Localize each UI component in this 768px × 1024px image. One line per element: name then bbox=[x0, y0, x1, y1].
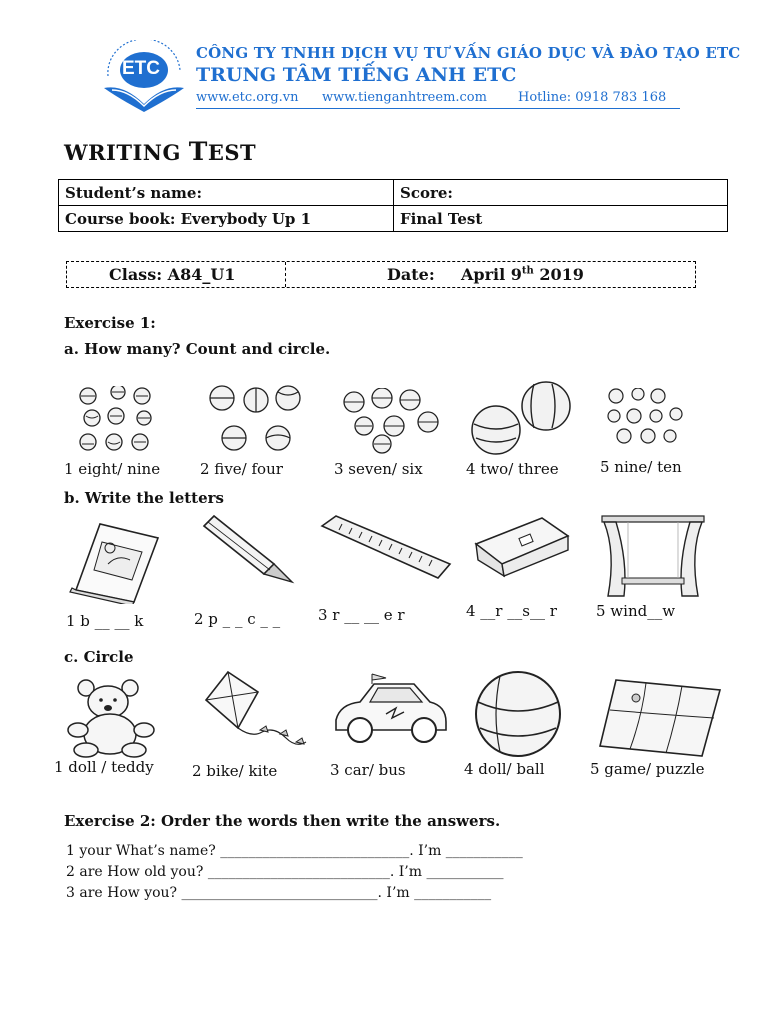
exercise2-line-1[interactable]: 1 your What’s name? ___________________________. I’m ___________ bbox=[66, 843, 523, 859]
ball-icon bbox=[266, 426, 290, 450]
part-a-item-4[interactable]: 4 two/ three bbox=[466, 460, 559, 478]
exercise2-heading: Exercise 2: Order the words then write the answers. bbox=[64, 812, 501, 830]
ball-icon bbox=[472, 406, 520, 454]
balls-picture-5 bbox=[606, 388, 686, 446]
balls-picture-2 bbox=[208, 384, 302, 456]
part-b-item-4[interactable]: 4 __r __s__ r bbox=[466, 602, 557, 620]
company-line: CÔNG TY TNHH DỊCH VỤ TƯ VẤN GIÁO DỤC VÀ ĐÀO TẠO ETC bbox=[196, 44, 741, 62]
title-part1: WRITING bbox=[64, 140, 189, 165]
balls-picture-4 bbox=[470, 378, 574, 458]
date-label: Date: bbox=[387, 265, 435, 284]
exercise1-heading: Exercise 1: bbox=[64, 314, 156, 332]
ball-icon bbox=[627, 409, 641, 423]
book-picture bbox=[68, 518, 164, 604]
part-a-heading: a. How many? Count and circle. bbox=[64, 340, 331, 358]
date-value bbox=[461, 265, 584, 284]
test-name-cell: Final Test bbox=[394, 206, 728, 232]
ball-picture bbox=[470, 668, 570, 758]
teddy-picture bbox=[64, 678, 158, 758]
part-a-item-3[interactable]: 3 seven/ six bbox=[334, 460, 423, 478]
title-part2: T bbox=[188, 137, 208, 166]
part-c-item-2[interactable]: 2 bike/ kite bbox=[192, 762, 278, 780]
course-book-cell: Course book: Everybody Up 1 bbox=[59, 206, 394, 232]
ball-icon bbox=[80, 434, 96, 450]
logo-text: ETC bbox=[122, 58, 160, 79]
hotline: Hotline: 0918 783 168 bbox=[518, 90, 667, 105]
pencil-picture bbox=[196, 512, 296, 584]
ball-icon bbox=[651, 389, 665, 403]
website-2[interactable]: www.tienganhtreem.com bbox=[322, 90, 487, 105]
kite-picture bbox=[200, 668, 310, 758]
part-b-item-5[interactable]: 5 wind__w bbox=[596, 602, 676, 620]
part-b-heading: b. Write the letters bbox=[64, 489, 224, 507]
title-part3: EST bbox=[207, 140, 257, 165]
window-picture bbox=[598, 512, 708, 598]
part-c-item-1[interactable]: 1 doll / teddy bbox=[54, 758, 154, 776]
ball-icon bbox=[617, 429, 631, 443]
class-label: Class: A84_U1 bbox=[109, 265, 236, 284]
ball-icon bbox=[670, 408, 682, 420]
etc-logo bbox=[100, 40, 188, 114]
info-table bbox=[58, 179, 728, 232]
ball-icon bbox=[641, 429, 655, 443]
balls-picture-3 bbox=[342, 388, 442, 454]
exercise2-line-3[interactable]: 3 are How you? ____________________________. I’m ___________ bbox=[66, 885, 492, 901]
student-name-cell[interactable]: Student’s name: bbox=[59, 180, 394, 206]
website-1[interactable]: www.etc.org.vn bbox=[196, 90, 299, 105]
ball-icon bbox=[608, 410, 620, 422]
part-a-item-5[interactable]: 5 nine/ ten bbox=[600, 458, 682, 476]
ball-icon bbox=[522, 382, 570, 430]
part-b-item-1[interactable]: 1 b __ __ k bbox=[66, 612, 144, 630]
car-picture bbox=[330, 670, 450, 750]
class-date-divider bbox=[285, 262, 286, 287]
exercise2-line-2[interactable]: 2 are How old you? __________________________. I’m ___________ bbox=[66, 864, 504, 880]
part-a-item-2[interactable]: 2 five/ four bbox=[200, 460, 283, 478]
ball-icon bbox=[650, 410, 662, 422]
part-a-item-1[interactable]: 1 eight/ nine bbox=[64, 460, 161, 478]
center-line: TRUNG TÂM TIẾNG ANH ETC bbox=[196, 64, 517, 86]
date-month: April 9 bbox=[461, 265, 522, 284]
part-c-heading: c. Circle bbox=[64, 648, 134, 666]
part-c-item-3[interactable]: 3 car/ bus bbox=[330, 761, 406, 779]
ball-icon bbox=[276, 386, 300, 410]
part-b-item-3[interactable]: 3 r __ __ e r bbox=[318, 606, 405, 624]
puzzle-picture bbox=[596, 676, 724, 758]
score-cell[interactable]: Score: bbox=[394, 180, 728, 206]
part-c-item-5[interactable]: 5 game/ puzzle bbox=[590, 760, 705, 778]
header-underline bbox=[196, 108, 680, 109]
ball-icon bbox=[632, 388, 644, 400]
balls-picture-1 bbox=[78, 386, 160, 456]
page-title bbox=[64, 137, 256, 166]
part-b-item-2[interactable]: 2 p _ _ c _ _ bbox=[194, 610, 281, 628]
eraser-picture bbox=[472, 514, 572, 578]
class-date-box bbox=[66, 261, 696, 288]
ruler-picture bbox=[318, 512, 454, 582]
date-sup: th bbox=[521, 265, 534, 277]
date-year: 2019 bbox=[533, 265, 584, 284]
ball-icon bbox=[609, 389, 623, 403]
part-c-item-4[interactable]: 4 doll/ ball bbox=[464, 760, 545, 778]
ball-icon bbox=[664, 430, 676, 442]
